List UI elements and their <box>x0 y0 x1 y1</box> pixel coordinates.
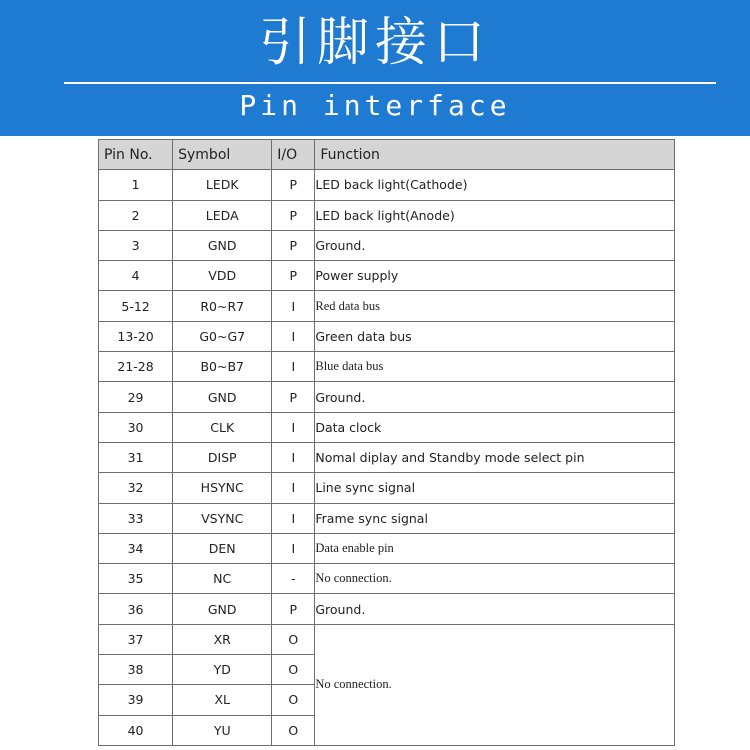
pin-symbol: CLK <box>173 412 272 442</box>
pin-function: Blue data bus <box>315 352 675 382</box>
pin-io: I <box>272 412 315 442</box>
pin-number: 39 <box>99 685 173 715</box>
banner-subtitle: Pin interface <box>239 89 511 122</box>
pin-io: I <box>272 533 315 563</box>
pin-number: 32 <box>99 473 173 503</box>
pin-function: Ground. <box>315 382 675 412</box>
pin-io: - <box>272 564 315 594</box>
table-header-row <box>99 140 675 170</box>
pin-number: 2 <box>99 200 173 230</box>
pin-io: P <box>272 382 315 412</box>
table-row <box>99 564 675 594</box>
pin-function: Green data bus <box>315 321 675 351</box>
header-function: Function <box>315 140 675 170</box>
table-row <box>99 261 675 291</box>
pin-io: I <box>272 321 315 351</box>
pin-symbol: DISP <box>173 442 272 472</box>
pin-number: 3 <box>99 230 173 260</box>
pin-function: Nomal diplay and Standby mode select pin <box>315 442 675 472</box>
pin-symbol: GND <box>173 382 272 412</box>
pin-function: Data clock <box>315 412 675 442</box>
table-row <box>99 533 675 563</box>
pin-io: P <box>272 594 315 624</box>
header-io: I/O <box>272 140 315 170</box>
pin-function: Ground. <box>315 594 675 624</box>
pin-number: 33 <box>99 503 173 533</box>
pin-io: O <box>272 655 315 685</box>
pin-io: O <box>272 685 315 715</box>
pin-function: Line sync signal <box>315 473 675 503</box>
pin-io: I <box>272 473 315 503</box>
pin-function: No connection. <box>315 564 675 594</box>
pin-symbol: XL <box>173 685 272 715</box>
pin-function: Red data bus <box>315 291 675 321</box>
pin-io: I <box>272 442 315 472</box>
pin-function: Ground. <box>315 230 675 260</box>
header-pin-no: Pin No. <box>99 140 173 170</box>
pin-number: 37 <box>99 624 173 654</box>
table-row <box>99 170 675 200</box>
header-symbol: Symbol <box>173 140 272 170</box>
pin-io: O <box>272 624 315 654</box>
pin-io: I <box>272 503 315 533</box>
pin-function: Power supply <box>315 261 675 291</box>
table-row <box>99 412 675 442</box>
pin-number: 35 <box>99 564 173 594</box>
table-row <box>99 442 675 472</box>
pin-symbol: VSYNC <box>173 503 272 533</box>
pin-number: 40 <box>99 715 173 745</box>
pin-number: 31 <box>99 442 173 472</box>
pin-io: O <box>272 715 315 745</box>
table-row <box>99 200 675 230</box>
pin-io: P <box>272 170 315 200</box>
pin-symbol: B0~B7 <box>173 352 272 382</box>
pin-number: 34 <box>99 533 173 563</box>
table-row <box>99 503 675 533</box>
pin-number: 30 <box>99 412 173 442</box>
pin-symbol: VDD <box>173 261 272 291</box>
pin-number: 4 <box>99 261 173 291</box>
pin-function: LED back light(Cathode) <box>315 170 675 200</box>
pin-io: I <box>272 291 315 321</box>
pin-function: Frame sync signal <box>315 503 675 533</box>
pin-function: Data enable pin <box>315 533 675 563</box>
pin-symbol: HSYNC <box>173 473 272 503</box>
pin-symbol: YU <box>173 715 272 745</box>
table-row <box>99 321 675 351</box>
pin-io: P <box>272 261 315 291</box>
banner-divider <box>64 82 716 84</box>
pin-symbol: DEN <box>173 533 272 563</box>
table-row <box>99 473 675 503</box>
pin-number: 36 <box>99 594 173 624</box>
pin-symbol: XR <box>173 624 272 654</box>
pin-function-merged: No connection. <box>315 624 675 745</box>
pin-number: 13-20 <box>99 321 173 351</box>
table-row <box>99 382 675 412</box>
pin-symbol: LEDA <box>173 200 272 230</box>
table-row <box>99 594 675 624</box>
table-row <box>99 291 675 321</box>
pin-io: P <box>272 200 315 230</box>
pin-symbol: NC <box>173 564 272 594</box>
pin-symbol: G0~G7 <box>173 321 272 351</box>
pin-table <box>98 139 675 746</box>
pin-number: 21-28 <box>99 352 173 382</box>
table-row <box>99 352 675 382</box>
pin-symbol: GND <box>173 594 272 624</box>
pin-io: P <box>272 230 315 260</box>
table-row <box>99 230 675 260</box>
pin-symbol: R0~R7 <box>173 291 272 321</box>
pin-symbol: GND <box>173 230 272 260</box>
pin-symbol: LEDK <box>173 170 272 200</box>
pin-symbol: YD <box>173 655 272 685</box>
pin-number: 1 <box>99 170 173 200</box>
title-banner <box>0 0 750 136</box>
pin-io: I <box>272 352 315 382</box>
pin-function: LED back light(Anode) <box>315 200 675 230</box>
pin-number: 29 <box>99 382 173 412</box>
banner-title: 引脚接口 <box>258 13 491 73</box>
pin-number: 5-12 <box>99 291 173 321</box>
pin-number: 38 <box>99 655 173 685</box>
table-row <box>99 624 675 654</box>
